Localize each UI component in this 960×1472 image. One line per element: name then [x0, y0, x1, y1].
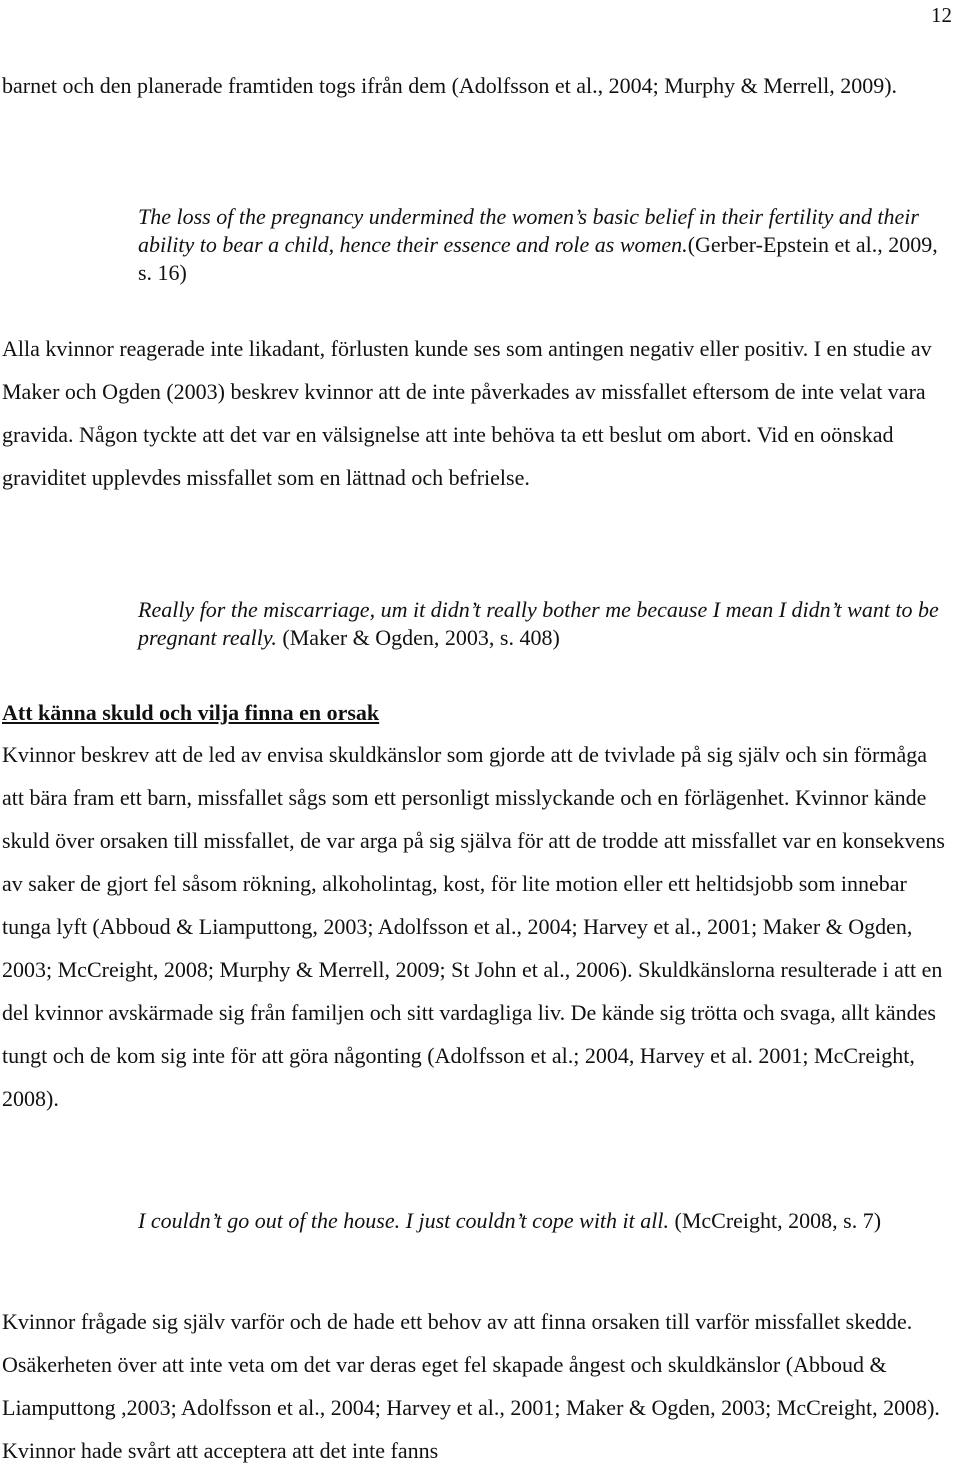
block-quote-gerber-epstein — [138, 203, 956, 287]
block-quote-mccreight — [138, 1207, 956, 1235]
quote-citation: (Gerber-Epstein et al., 2009, s. 16) — [138, 232, 938, 285]
paragraph-guilt: Kvinnor beskrev att de led av envisa skuldkänslor som gjorde att de tvivlade på sig själv och sin förmåga att bära fram ett barn, missfallet sågs som ett personligt misslyckande och en förlägenhet. Kvinnor kände skuld över orsaken till missfallet, de var arga på sig själva för att de trodde att missfallet var en konsekvens av saker de gjort fel såsom rökning, alkoholintag, kost, för lite motion eller ett heltidsjobb som innebar tunga lyft (Abboud & Liamputtong, 2003; Adolfsson et al., 2004; Harvey et al., 2001; Maker & Ogden, 2003; McCreight, 2008; Murphy & Merrell, 2009; St John et al., 2006). Skuldkänslorna resulterade i att en del kvinnor avskärmade sig från familjen och sitt vardagliga liv. De kände sig trötta och svaga, allt kändes tungt och de kom sig inte för att göra någonting (Adolfsson et al.; 2004, Harvey et al. 2001; McCreight, 2008). — [2, 742, 945, 1111]
paragraph-reactions: Alla kvinnor reagerade inte likadant, förlusten kunde ses som antingen negativ eller positiv. I en studie av Maker och Ogden (2003) beskrev kvinnor att de inte påverkades av missfallet eftersom de inte velat vara gravida. Någon tyckte att det var en välsignelse att inte behöva ta ett beslut om abort. Vid en oönskad graviditet upplevdes missfallet som en lättnad och befrielse. — [2, 336, 932, 490]
section-heading: Att känna skuld och vilja finna en orsak — [2, 700, 380, 725]
quote-text: Really for the miscarriage, um it didn’t really bother me because I mean I didn’t want to be pregnant really. — [138, 597, 939, 650]
quote-text: The loss of the pregnancy undermined the women’s basic belief in their fertility and their ability to bear a child, hence their essence and role as women. — [138, 204, 919, 257]
quote-text: I couldn’t go out of the house. I just couldn’t cope with it all. — [138, 1208, 669, 1233]
block-quote-maker-ogden — [138, 596, 956, 652]
quote-citation: (Maker & Ogden, 2003, s. 408) — [282, 625, 560, 650]
page-number: 12 — [931, 3, 952, 27]
paragraph-continuation: barnet och den planerade framtiden togs ifrån dem (Adolfsson et al., 2004; Murphy & Merrell, 2009). — [2, 73, 898, 98]
paragraph-why: Kvinnor frågade sig själv varför och de hade ett behov av att finna orsaken till varför missfallet skedde. Osäkerheten över att inte veta om det var deras eget fel skapade ångest och skuldkänslor (Abboud & Liamputtong ,2003; Adolfsson et al., 2004; Harvey et al., 2001; Maker & Ogden, 2003; McCreight, 2008). Kvinnor hade svårt att acceptera att det inte fanns — [2, 1309, 940, 1463]
quote-citation: (McCreight, 2008, s. 7) — [674, 1208, 882, 1233]
